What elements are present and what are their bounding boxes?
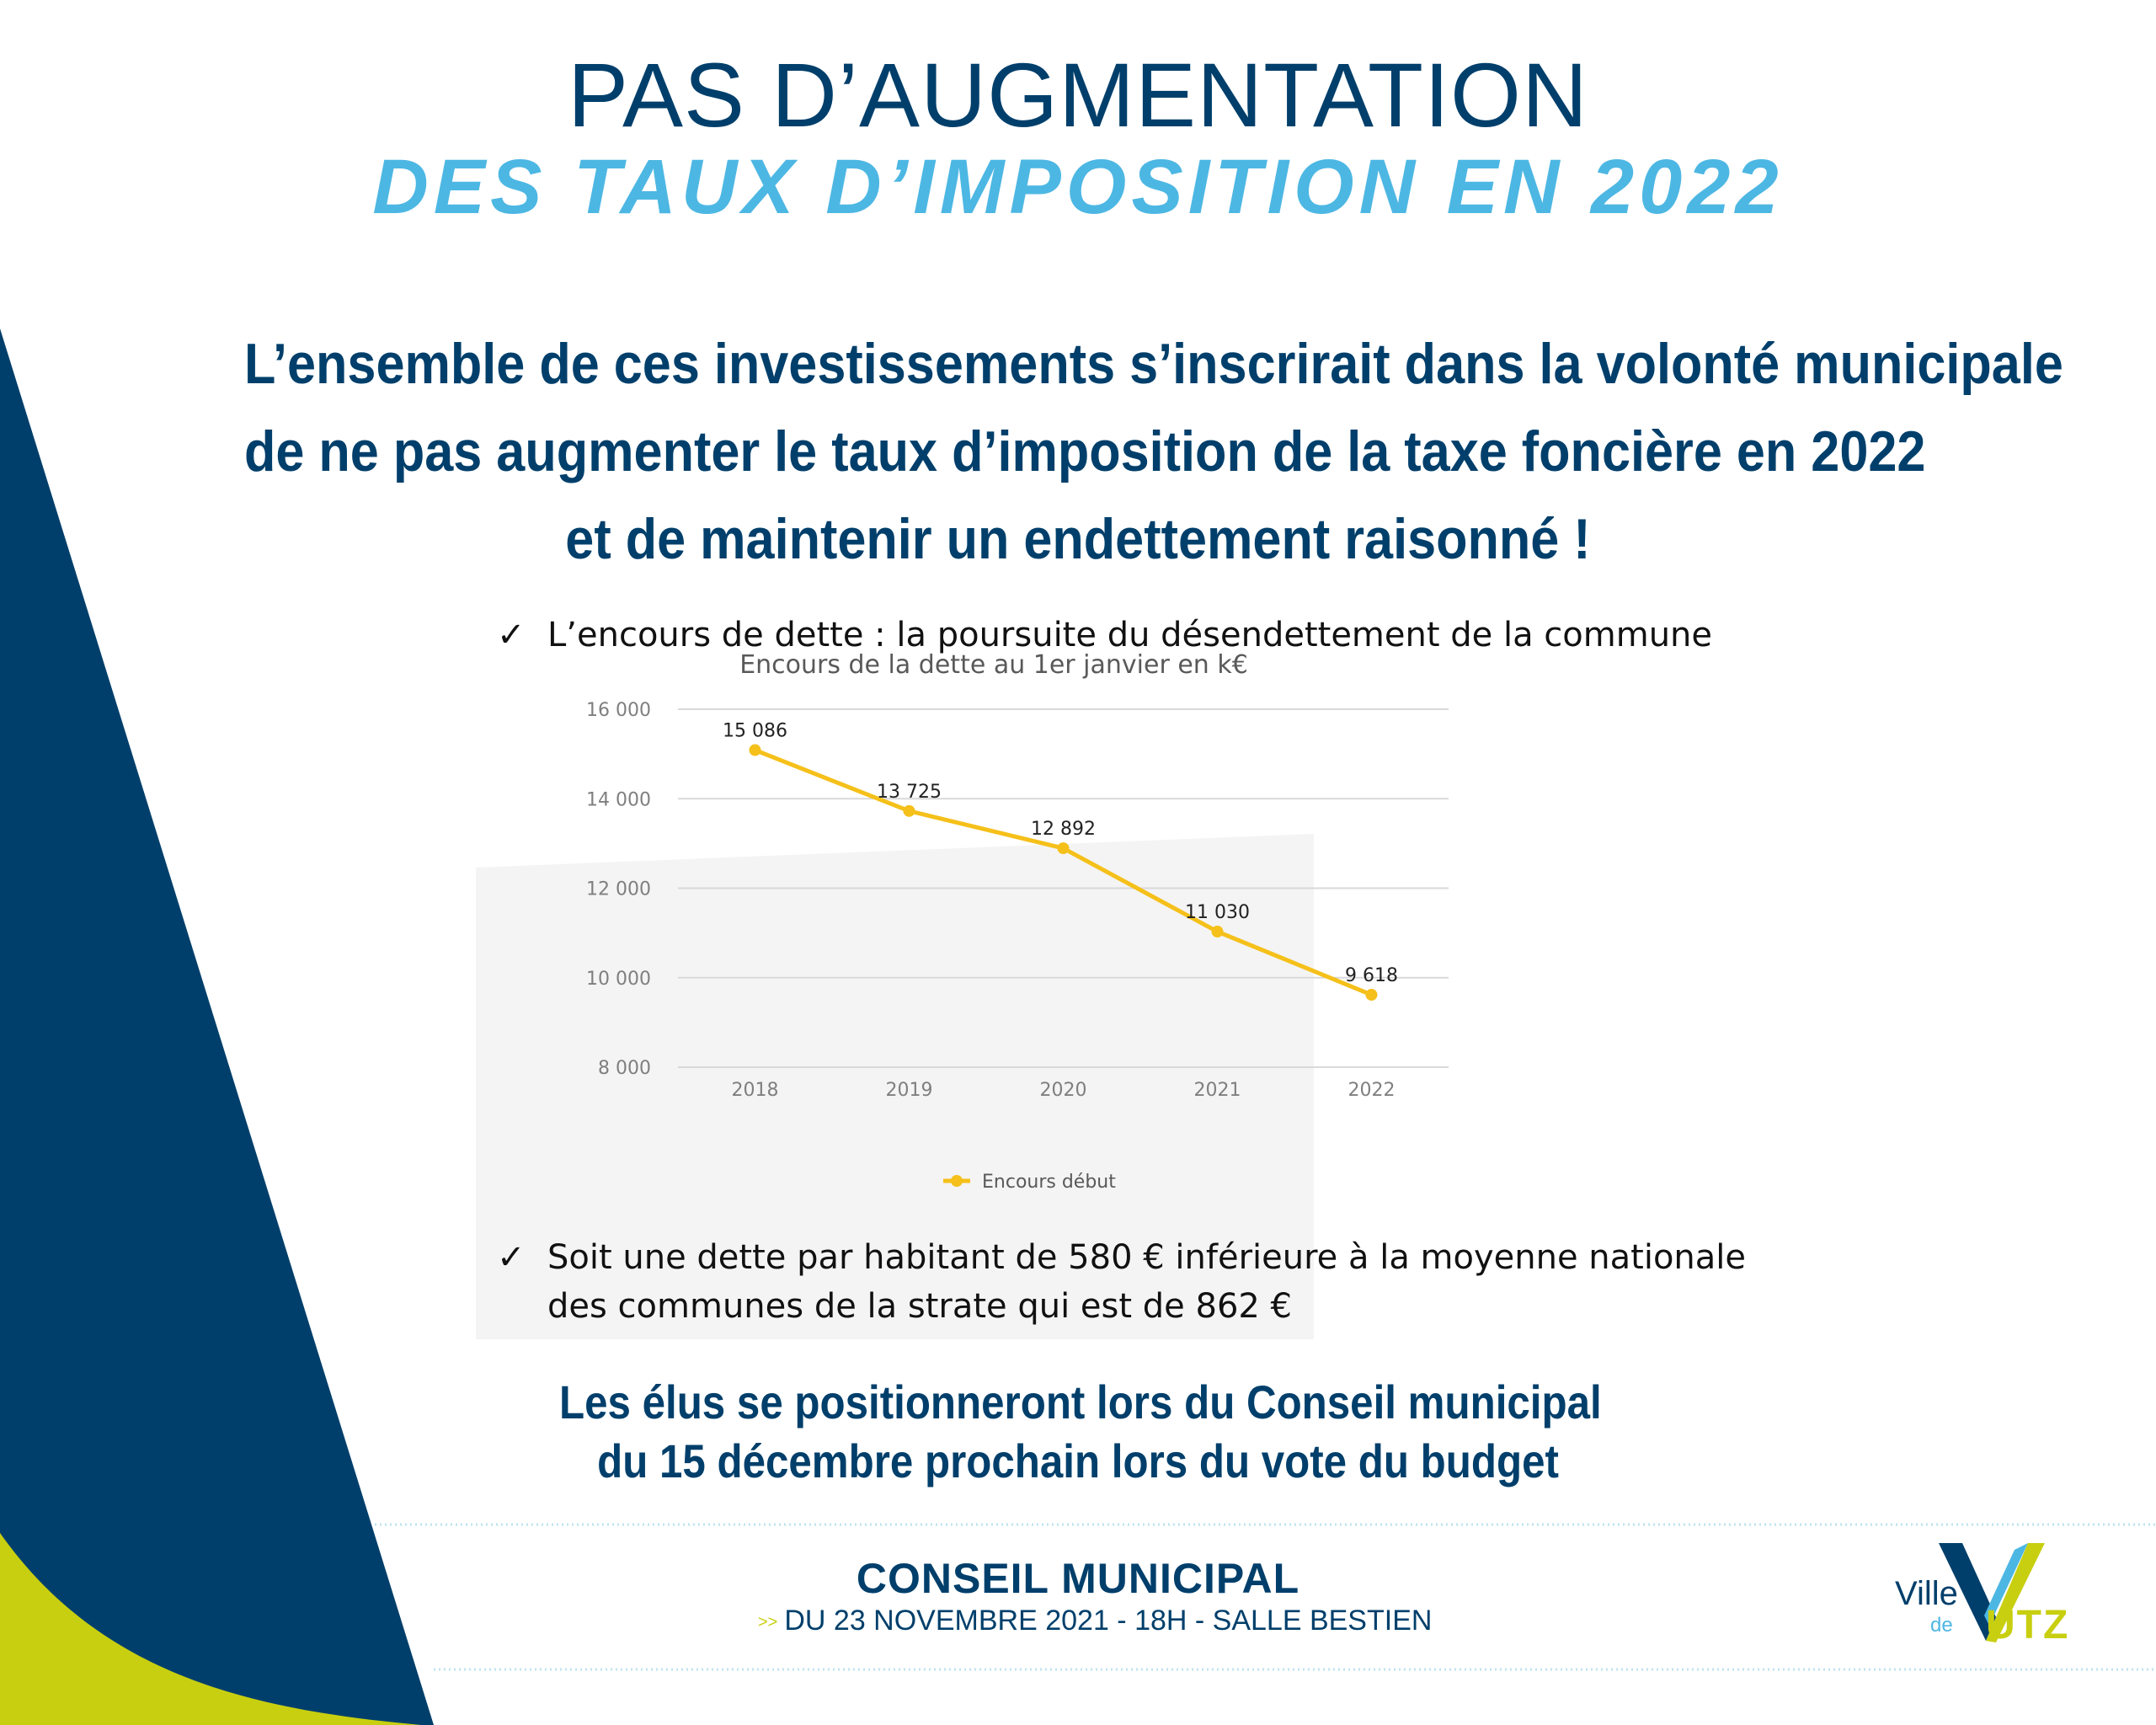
data-label: 12 892 bbox=[1031, 819, 1096, 841]
logo-ville: Ville bbox=[1895, 1575, 1958, 1612]
conclusion-line: du 15 décembre prochain lors du vote du budget bbox=[597, 1434, 1559, 1487]
y-tick-label: 16 000 bbox=[586, 700, 651, 721]
y-tick-label: 10 000 bbox=[586, 968, 651, 990]
intro-line: L’ensemble de ces investissements s’inscrirait dans la volonté municipale bbox=[244, 332, 2063, 396]
intro-line: de ne pas augmenter le taux d’imposition de la taxe foncière en 2022 bbox=[244, 419, 1926, 483]
data-label: 11 030 bbox=[1185, 902, 1250, 924]
data-point bbox=[1366, 989, 1378, 1001]
data-label: 15 086 bbox=[723, 720, 787, 742]
x-tick-label: 2020 bbox=[1039, 1080, 1087, 1101]
y-tick-label: 14 000 bbox=[586, 789, 651, 811]
double-chevron-icon: >> bbox=[758, 1612, 778, 1632]
chart-title: Encours de la dette au 1er janvier en k€ bbox=[739, 650, 1248, 680]
intro-line: et de maintenir un endettement raisonné ! bbox=[565, 507, 1591, 571]
data-point bbox=[750, 745, 761, 756]
x-tick-label: 2022 bbox=[1348, 1080, 1396, 1101]
intro-paragraph bbox=[244, 320, 2063, 583]
ville-de-yutz-logo bbox=[1886, 1541, 2080, 1651]
check-icon: ✓ bbox=[497, 616, 526, 654]
footer-subtitle bbox=[758, 1605, 1433, 1637]
data-point bbox=[1212, 926, 1224, 937]
y-tick-label: 12 000 bbox=[586, 879, 651, 900]
x-tick-label: 2021 bbox=[1193, 1080, 1241, 1101]
footer-title: CONSEIL MUNICIPAL bbox=[856, 1555, 1300, 1602]
meeting-date: DU 23 NOVEMBRE 2021 - 18H - SALLE BESTIEN bbox=[784, 1605, 1433, 1637]
bullet-text-line: des communes de la strate qui est de 862 € bbox=[547, 1287, 1293, 1326]
chart-canvas bbox=[472, 649, 1482, 1204]
logo-utz: UTZ bbox=[1986, 1603, 2070, 1648]
conclusion-line: Les élus se positionneront lors du Conseil municipal bbox=[559, 1375, 1602, 1429]
data-label: 13 725 bbox=[877, 781, 942, 803]
series-line bbox=[755, 750, 1372, 995]
legend-label: Encours début bbox=[982, 1172, 1116, 1193]
debt-line-chart bbox=[472, 649, 1482, 1204]
check-icon: ✓ bbox=[497, 1238, 526, 1277]
legend-marker bbox=[951, 1175, 963, 1187]
data-label: 9 618 bbox=[1345, 965, 1398, 987]
conclusion-text bbox=[559, 1373, 1602, 1491]
x-tick-label: 2018 bbox=[731, 1080, 779, 1101]
page-subtitle: DES TAUX D’IMPOSITION EN 2022 bbox=[372, 144, 1784, 230]
bullet-text: L’encours de dette : la poursuite du désendettement de la commune bbox=[547, 616, 1713, 654]
data-point bbox=[904, 805, 915, 817]
page-title: PAS D’AUGMENTATION bbox=[567, 44, 1589, 146]
bullet-text-line: Soit une dette par habitant de 580 € inférieure à la moyenne nationale bbox=[547, 1238, 1747, 1277]
y-tick-label: 8 000 bbox=[598, 1058, 651, 1079]
x-tick-label: 2019 bbox=[885, 1080, 933, 1101]
logo-de: de bbox=[1930, 1614, 1953, 1637]
data-point bbox=[1058, 842, 1070, 854]
